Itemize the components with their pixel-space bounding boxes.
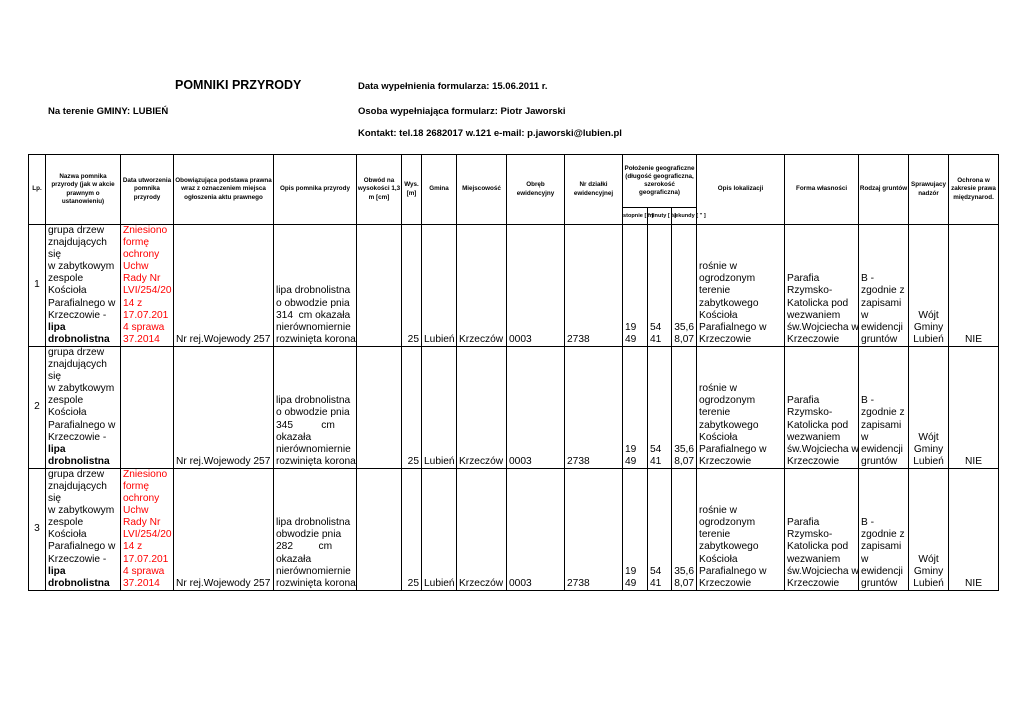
form-date: Data wypełnienia formularza: 15.06.2011 r. xyxy=(358,81,548,92)
cell-podstawa: Nr rej.Wojewody 257 xyxy=(174,346,274,468)
cell-lp: 3 xyxy=(29,468,46,590)
col-obwod: Obwód na wysokości 1,3 m [cm] xyxy=(357,155,402,225)
cell-obreb: 0003 xyxy=(507,468,565,590)
cell-data: Zniesiono formę ochrony Uchw Rady Nr LVI/254/20 14 z 17.07.201 4 sprawa 37.2014 xyxy=(121,225,174,347)
cell-dzialki: 2738 xyxy=(565,346,623,468)
col-lp: Lp. xyxy=(29,155,46,225)
cell-lokalizacja: rośnie w ogrodzonym terenie zabytkowego Kościoła Parafialnego w Krzeczowie xyxy=(697,346,785,468)
cell-data xyxy=(121,346,174,468)
cell-dzialki: 2738 xyxy=(565,468,623,590)
cell-grunty: B - zgodnie z zapisami w ewidencji gruntów xyxy=(859,225,909,347)
col-ochrona: Ochrona w zakresie prawa międzynarod. xyxy=(949,155,999,225)
nazwa-text: grupa drzew znajdujących się w zabytkowym zespole Kościoła Parafialnego w Krzeczowie - xyxy=(48,225,116,321)
table-row xyxy=(29,346,999,468)
cell-lokalizacja: rośnie w ogrodzonym terenie zabytkowego Kościoła Parafialnego w Krzeczowie xyxy=(697,468,785,590)
cell-grunty: B - zgodnie z zapisami w ewidencji gruntów xyxy=(859,346,909,468)
cell-miejscowosc: Krzeczów xyxy=(457,468,507,590)
nazwa-text: grupa drzew znajdujących się w zabytkowym zespole Kościoła Parafialnego w Krzeczowie - xyxy=(48,346,116,443)
col-wlasnosc: Forma własności xyxy=(785,155,859,225)
nazwa-bold: lipa drobnolistna xyxy=(48,565,110,589)
cell-grunty: B - zgodnie z zapisami w ewidencji gruntów xyxy=(859,468,909,590)
cell-minuty: 54 41 xyxy=(648,468,672,590)
page-title: POMNIKI PRZYRODY xyxy=(175,78,302,92)
col-gmina: Gmina xyxy=(422,155,457,225)
cell-nadzor: Wójt Gminy Lubień xyxy=(909,225,949,347)
cell-minuty: 54 41 xyxy=(648,225,672,347)
cell-miejscowosc: Krzeczów xyxy=(457,346,507,468)
table-body xyxy=(29,225,999,591)
cell-obwod xyxy=(357,468,402,590)
cell-obreb: 0003 xyxy=(507,225,565,347)
cell-wys: 25 xyxy=(402,225,422,347)
cell-gmina: Lubień xyxy=(422,346,457,468)
cell-lp: 1 xyxy=(29,225,46,347)
col-nazwa: Nazwa pomnika przyrody (jak w akcie prawnym o ustanowieniu) xyxy=(46,155,121,225)
cell-wlasnosc: Parafia Rzymsko- Katolicka pod wezwaniem św.Wojciecha w Krzeczowie xyxy=(785,346,859,468)
col-lokalizacja: Opis lokalizacji xyxy=(697,155,785,225)
nazwa-bold: lipa drobnolistna xyxy=(48,443,110,467)
cell-opis: lipa drobnolistna o obwodzie pnia 345 cm okazała nierównomiernie rozwinięta korona xyxy=(274,346,357,468)
cell-opis: lipa drobnolistna obwodzie pnia 282 cm okazała nierównomiernie rozwinięta korona xyxy=(274,468,357,590)
col-polozenie: Położenie geograficzne (długość geograficzna, szerokość geograficzna) xyxy=(623,155,697,208)
cell-sekundy: 35,6 8,07 xyxy=(672,468,697,590)
cell-stopnie: 19 49 xyxy=(623,468,648,590)
form-author: Osoba wypełniająca formularz: Piotr Jaworski xyxy=(358,106,566,117)
cell-opis: lipa drobnolistna o obwodzie pnia 314 cm okazała nierównomiernie rozwinięta korona xyxy=(274,225,357,347)
nazwa-text: grupa drzew znajdujących się w zabytkowym zespole Kościoła Parafialnego w Krzeczowie - xyxy=(48,468,116,565)
cell-nadzor: Wójt Gminy Lubień xyxy=(909,468,949,590)
cell-gmina: Lubień xyxy=(422,468,457,590)
cell-nadzor: Wójt Gminy Lubień xyxy=(909,346,949,468)
cell-wys: 25 xyxy=(402,468,422,590)
col-grunty: Rodzaj gruntów xyxy=(859,155,909,225)
cell-nazwa xyxy=(46,225,121,347)
cell-podstawa: Nr rej.Wojewody 257 xyxy=(174,468,274,590)
cell-ochrona: NIE xyxy=(949,468,999,590)
cell-nazwa xyxy=(46,468,121,590)
cell-obwod xyxy=(357,346,402,468)
col-sekundy: sekundy [ '' ] xyxy=(672,208,697,225)
col-dzialki: Nr działki ewidencyjnej xyxy=(565,155,623,225)
cell-obwod xyxy=(357,225,402,347)
col-obreb: Obręb ewidencyjny xyxy=(507,155,565,225)
cell-wlasnosc: Parafia Rzymsko- Katolicka pod wezwaniem św.Wojciecha w Krzeczowie xyxy=(785,225,859,347)
cell-obreb: 0003 xyxy=(507,346,565,468)
col-minuty: minuty [ ' ] xyxy=(648,208,672,225)
col-wys: Wys. [m] xyxy=(402,155,422,225)
cell-data: Zniesiono formę ochrony Uchw Rady Nr LVI/254/20 14 z 17.07.201 4 sprawa 37.2014 xyxy=(121,468,174,590)
col-stopnie: stopnie [ ° ] xyxy=(623,208,648,225)
col-miejscowosc: Miejscowość xyxy=(457,155,507,225)
cell-lokalizacja: rośnie w ogrodzonym terenie zabytkowego Kościoła Parafialnego w Krzeczowie xyxy=(697,225,785,347)
monuments-table xyxy=(28,154,999,591)
cell-wlasnosc: Parafia Rzymsko- Katolicka pod wezwaniem św.Wojciecha w Krzeczowie xyxy=(785,468,859,590)
cell-lp: 2 xyxy=(29,346,46,468)
col-nadzor: Sprawujacy nadzór xyxy=(909,155,949,225)
cell-minuty: 54 41 xyxy=(648,346,672,468)
cell-gmina: Lubień xyxy=(422,225,457,347)
contact-info: Kontakt: tel.18 2682017 w.121 e-mail: p.jaworski@lubien.pl xyxy=(358,128,622,139)
cell-stopnie: 19 49 xyxy=(623,225,648,347)
cell-sekundy: 35,6 8,07 xyxy=(672,346,697,468)
col-data: Data utworzenia pomnika przyrody xyxy=(121,155,174,225)
gmina-label: Na terenie GMINY: LUBIEŃ xyxy=(48,106,169,117)
table-row xyxy=(29,225,999,347)
cell-ochrona: NIE xyxy=(949,225,999,347)
cell-sekundy: 35,6 8,07 xyxy=(672,225,697,347)
cell-wys: 25 xyxy=(402,346,422,468)
nazwa-bold: lipa drobnolistna xyxy=(48,321,110,345)
col-podstawa: Obowiązująca podstawa prawna wraz z oznaczeniem miejsca ogłoszenia aktu prawnego xyxy=(174,155,274,225)
table-row xyxy=(29,468,999,590)
cell-ochrona: NIE xyxy=(949,346,999,468)
cell-stopnie: 19 49 xyxy=(623,346,648,468)
table-header xyxy=(29,155,999,225)
cell-podstawa: Nr rej.Wojewody 257 xyxy=(174,225,274,347)
col-opis: Opis pomnika przyrody xyxy=(274,155,357,225)
cell-miejscowosc: Krzeczów xyxy=(457,225,507,347)
cell-dzialki: 2738 xyxy=(565,225,623,347)
cell-nazwa xyxy=(46,346,121,468)
